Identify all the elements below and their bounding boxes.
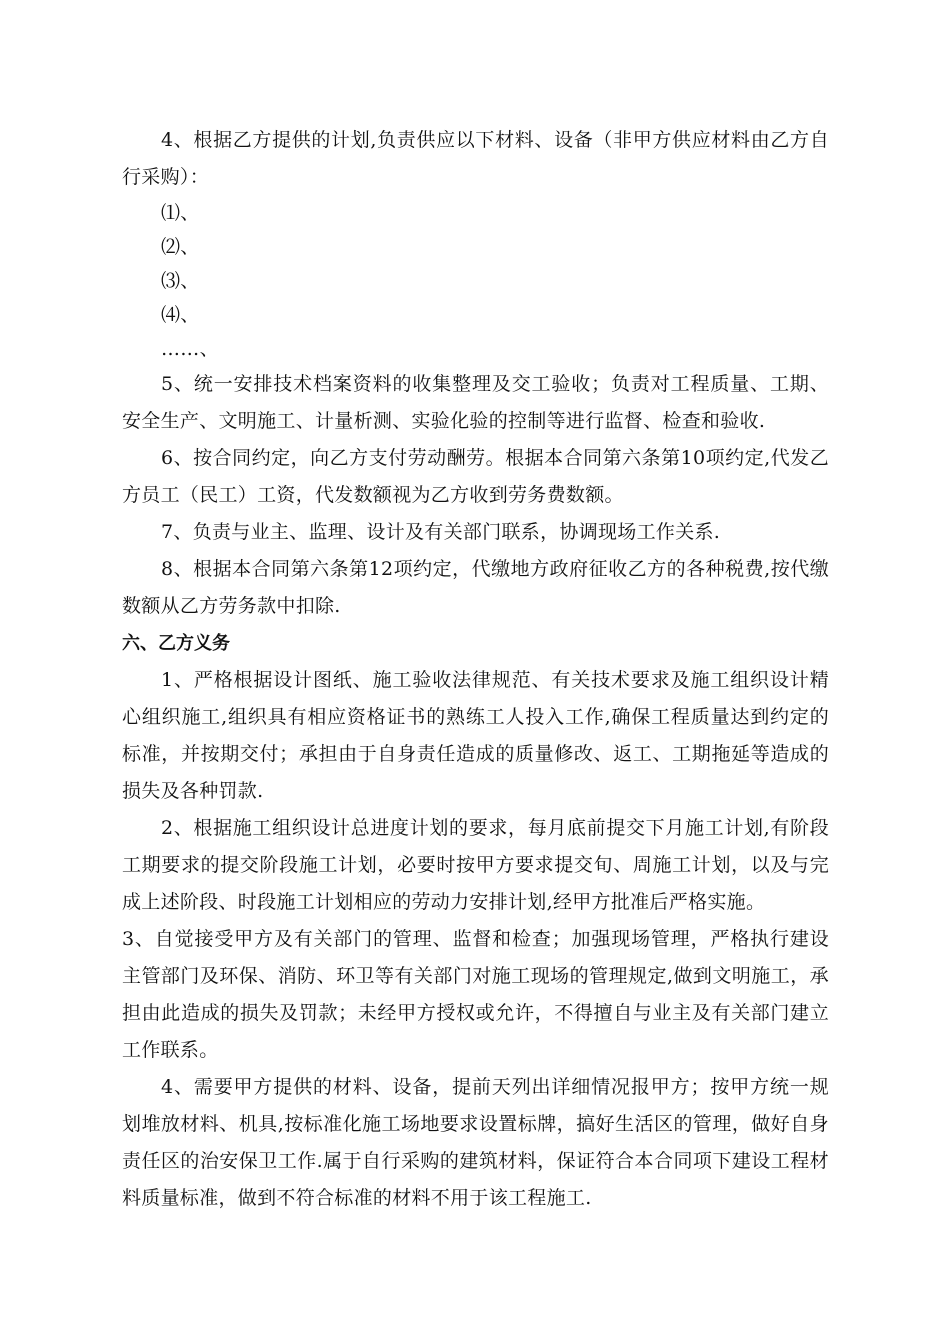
paragraph-supply-materials: 4、根据乙方提供的计划,负责供应以下材料、设备（非甲方供应材料由乙方自行采购）： (122, 129, 829, 188)
list-item: ⑶、 (161, 270, 200, 292)
paragraph-pay-labor: 6、按合同约定，向乙方支付劳动酬劳。根据本合同第六条第10项约定,代发乙方员工（民工）工资，代发数额视为乙方收到劳务费数额。 (122, 447, 829, 506)
paragraph-materials-equipment: 4、需要甲方提供的材料、设备，提前天列出详细情况报甲方；按甲方统一规划堆放材料、机具,按标准化施工场地要求设置标牌，搞好生活区的管理，做好自身责任区的治安保卫工作.属于自行采购的建筑材料，保证符合本合同项下建设工程材料质量标准，做到不符合标准的材料不用于该工程施工. (122, 1076, 829, 1209)
paragraph-site-management: 3、自觉接受甲方及有关部门的管理、监督和检查；加强现场管理，严格执行建设主管部门及环保、消防、环卫等有关部门对施工现场的管理规定,做到文明施工，承担由此造成的损失及罚款；未经甲方授权或允许，不得擅自与业主及有关部门建立工作联系。 (122, 928, 829, 1061)
list-item: ⑷、 (161, 304, 200, 326)
document-body (122, 122, 829, 1217)
paragraph-construction-quality: 1、严格根据设计图纸、施工验收法律规范、有关技术要求及施工组织设计精心组织施工,组织具有相应资格证书的熟练工人投入工作,确保工程质量达到约定的标准，并按期交付；承担由于自身责任造成的质量修改、返工、工期拖延等造成的损失及各种罚款. (122, 669, 829, 802)
section-heading-party-b-obligations: 六、乙方义务 (122, 633, 230, 654)
paragraph-coordination: 7、负责与业主、监理、设计及有关部门联系，协调现场工作关系. (161, 521, 721, 543)
list-item: ⑴、 (161, 202, 200, 224)
paragraph-tax-withholding: 8、根据本合同第六条第12项约定，代缴地方政府征收乙方的各种税费,按代缴数额从乙方劳务款中扣除. (122, 558, 829, 617)
list-item: ⑵、 (161, 236, 200, 258)
paragraph-schedule-plan: 2、根据施工组织设计总进度计划的要求，每月底前提交下月施工计划,有阶段工期要求的提交阶段施工计划，必要时按甲方要求提交旬、周施工计划，以及与完成上述阶段、时段施工计划相应的劳动力安排计划,经甲方批准后严格实施。 (122, 817, 829, 913)
list-item: ……、 (161, 338, 219, 360)
paragraph-archive-acceptance: 5、统一安排技术档案资料的收集整理及交工验收；负责对工程质量、工期、安全生产、文明施工、计量析测、实验化验的控制等进行监督、检查和验收. (122, 373, 829, 432)
